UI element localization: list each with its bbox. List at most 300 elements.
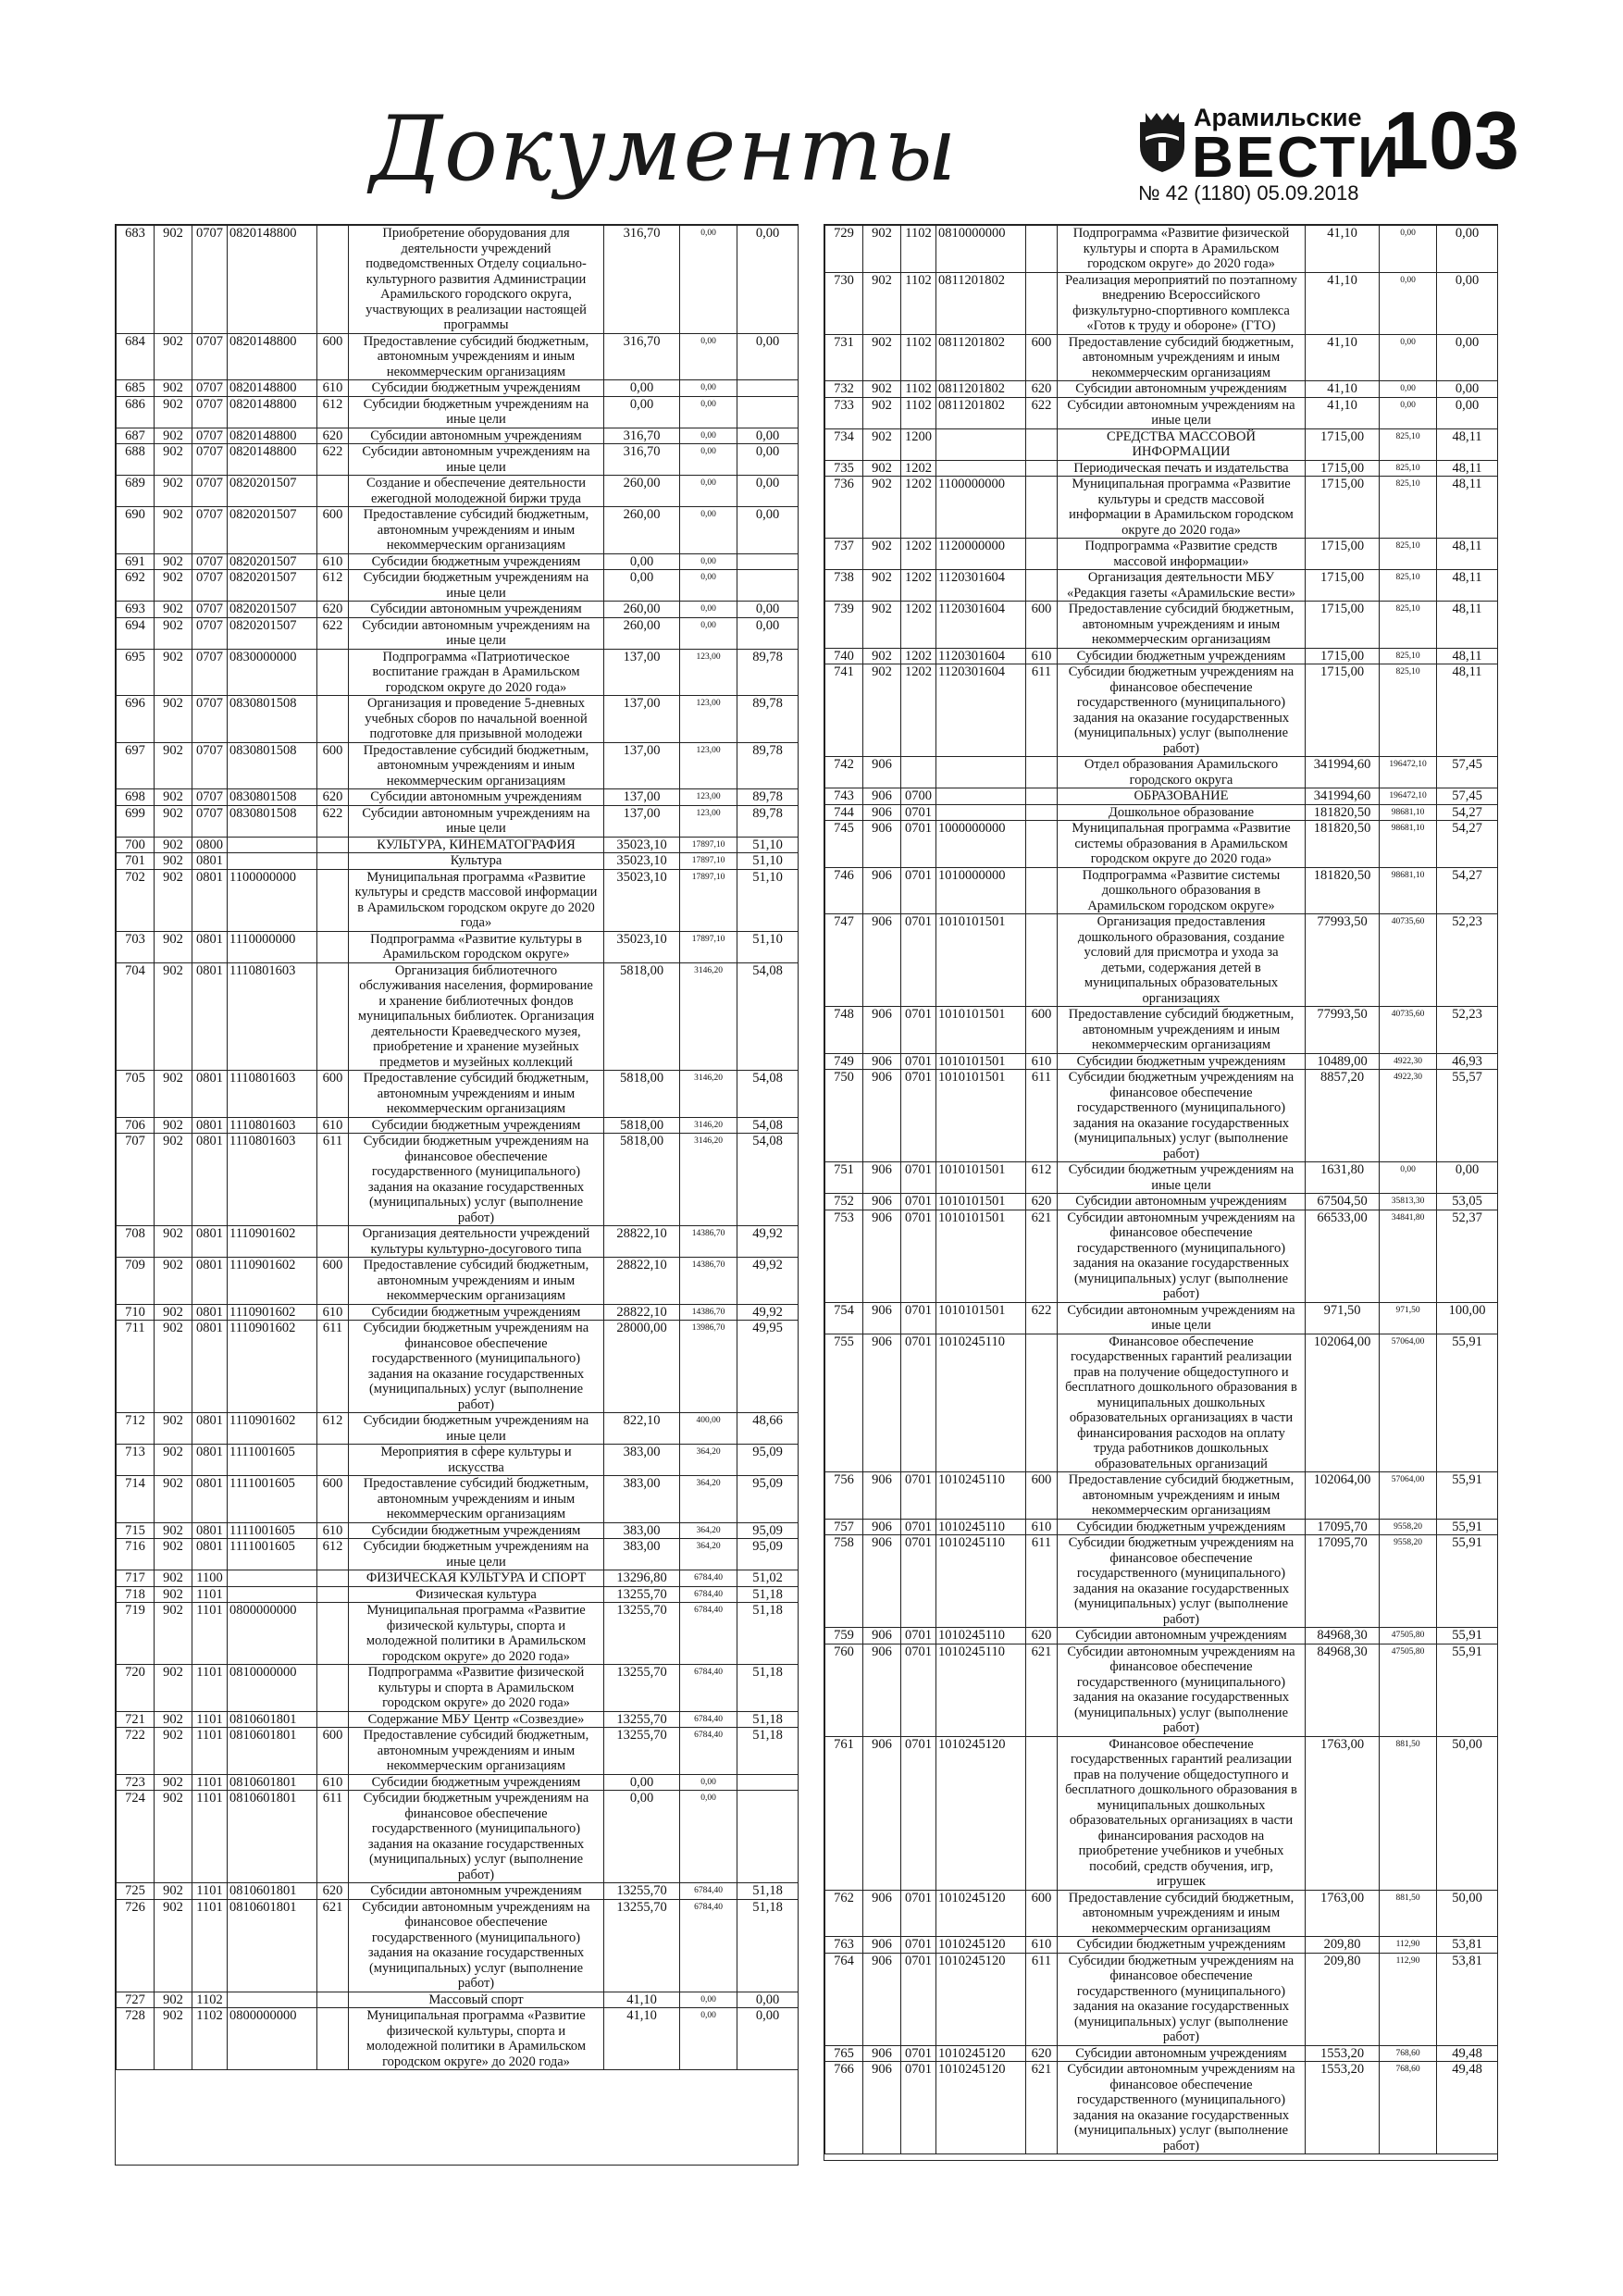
table-row: [825, 1053, 1498, 1070]
expense-code: [1026, 1736, 1058, 1890]
table-row: [117, 476, 799, 507]
executed-amount: 0,00: [680, 1774, 737, 1791]
plan-amount: 13255,70: [604, 1883, 680, 1900]
plan-amount: 209,80: [1306, 1937, 1380, 1954]
executed-amount: 0,00: [680, 570, 737, 602]
row-number: 757: [825, 1519, 863, 1535]
plan-amount: 13255,70: [604, 1665, 680, 1712]
target-code: 1010000000: [936, 867, 1026, 914]
description: Субсидии бюджетным учреждениям на финансовое обеспечение государственного (муниципального) задания на оказание государственных (муниципальных) услуг (выполнение работ): [349, 1134, 604, 1226]
admin-code: 902: [155, 1603, 192, 1665]
admin-code: 906: [863, 1007, 901, 1054]
row-number: 723: [117, 1774, 155, 1791]
target-code: 0830000000: [228, 649, 317, 696]
row-number: 742: [825, 757, 863, 788]
section-code: 1102: [901, 226, 936, 273]
expense-code: 600: [1026, 1890, 1058, 1937]
admin-code: 906: [863, 914, 901, 1007]
executed-amount: 6784,40: [680, 1570, 737, 1587]
percent: 0,00: [737, 507, 799, 554]
expense-code: 610: [317, 1522, 349, 1539]
target-code: 0810000000: [228, 1665, 317, 1712]
admin-code: 902: [155, 931, 192, 962]
admin-code: 906: [863, 821, 901, 868]
expense-code: [317, 853, 349, 870]
executed-amount: 196472,10: [1380, 757, 1437, 788]
section-code: 0801: [192, 853, 228, 870]
description: Предоставление субсидий бюджетным, автономным учреждениям и иным некоммерческим организациям: [1058, 1007, 1306, 1054]
table-row: [117, 1711, 799, 1728]
row-number: 684: [117, 333, 155, 380]
row-number: 745: [825, 821, 863, 868]
table-row: [117, 1071, 799, 1118]
expense-code: 612: [317, 570, 349, 602]
executed-amount: 6784,40: [680, 1665, 737, 1712]
admin-code: 906: [863, 2045, 901, 2062]
table-row: [825, 664, 1498, 757]
admin-code: 902: [155, 444, 192, 476]
description: Предоставление субсидий бюджетным, автономным учреждениям и иным некоммерческим организациям: [349, 1476, 604, 1523]
admin-code: 906: [863, 1472, 901, 1520]
percent: [737, 396, 799, 428]
executed-amount: 0,00: [680, 380, 737, 397]
section-code: 0701: [901, 1937, 936, 1954]
percent: 0,00: [1437, 226, 1498, 273]
row-number: 729: [825, 226, 863, 273]
city-crest-icon: [1136, 109, 1188, 174]
expense-code: 611: [1026, 1953, 1058, 2045]
expense-code: 621: [317, 1899, 349, 1992]
expense-code: 600: [1026, 1007, 1058, 1054]
admin-code: 902: [155, 428, 192, 444]
plan-amount: 209,80: [1306, 1953, 1380, 2045]
section-code: 1102: [901, 397, 936, 428]
row-number: 733: [825, 397, 863, 428]
target-code: [228, 1586, 317, 1603]
section-code: 0801: [192, 1445, 228, 1476]
executed-amount: 123,00: [680, 649, 737, 696]
table-row: [117, 1445, 799, 1476]
expense-code: 620: [317, 789, 349, 806]
executed-amount: 17897,10: [680, 869, 737, 931]
admin-code: 906: [863, 757, 901, 788]
table-row: [117, 1791, 799, 1883]
row-number: 710: [117, 1304, 155, 1321]
admin-code: 906: [863, 1210, 901, 1302]
section-code: 1101: [192, 1728, 228, 1775]
admin-code: 902: [155, 1134, 192, 1226]
table-row: [825, 788, 1498, 805]
plan-amount: 137,00: [604, 805, 680, 837]
admin-code: 902: [155, 1586, 192, 1603]
description: Мероприятия в сфере культуры и искусства: [349, 1445, 604, 1476]
row-number: 717: [117, 1570, 155, 1587]
percent: 54,27: [1437, 821, 1498, 868]
percent: 48,11: [1437, 648, 1498, 664]
percent: 51,18: [737, 1603, 799, 1665]
section-code: 0801: [192, 1304, 228, 1321]
section-code: 0801: [192, 869, 228, 931]
admin-code: 902: [155, 1476, 192, 1523]
executed-amount: 6784,40: [680, 1883, 737, 1900]
section-code: 0701: [901, 1162, 936, 1194]
executed-amount: 364,20: [680, 1522, 737, 1539]
description: Предоставление субсидий бюджетным, автономным учреждениям и иным некоммерческим организациям: [1058, 602, 1306, 649]
expense-code: [1026, 539, 1058, 570]
section-code: 1202: [901, 570, 936, 602]
row-number: 685: [117, 380, 155, 397]
target-code: 1010245120: [936, 2062, 1026, 2154]
percent: 0,00: [1437, 1162, 1498, 1194]
plan-amount: 0,00: [604, 1791, 680, 1883]
plan-amount: 1715,00: [1306, 460, 1380, 477]
row-number: 719: [117, 1603, 155, 1665]
expense-code: 600: [317, 1476, 349, 1523]
description: Культура: [349, 853, 604, 870]
executed-amount: 0,00: [1380, 397, 1437, 428]
plan-amount: 1553,20: [1306, 2045, 1380, 2062]
executed-amount: 0,00: [680, 333, 737, 380]
plan-amount: 0,00: [604, 380, 680, 397]
percent: 54,08: [737, 1071, 799, 1118]
expense-code: 620: [1026, 381, 1058, 398]
executed-amount: 0,00: [1380, 334, 1437, 381]
row-number: 698: [117, 789, 155, 806]
percent: 49,92: [737, 1258, 799, 1305]
description: Субсидии автономным учреждениям: [349, 602, 604, 618]
section-code: 0701: [901, 1334, 936, 1472]
percent: 51,02: [737, 1570, 799, 1587]
executed-amount: 0,00: [1380, 272, 1437, 334]
executed-amount: 9558,20: [1380, 1535, 1437, 1628]
executed-amount: 0,00: [680, 226, 737, 334]
row-number: 725: [117, 1883, 155, 1900]
expense-code: [317, 649, 349, 696]
target-code: [228, 837, 317, 853]
expense-code: 610: [317, 1117, 349, 1134]
target-code: 1111001605: [228, 1445, 317, 1476]
plan-amount: 1715,00: [1306, 428, 1380, 460]
admin-code: 902: [155, 1728, 192, 1775]
row-number: 763: [825, 1937, 863, 1954]
target-code: 1120301604: [936, 664, 1026, 757]
table-row: [825, 477, 1498, 539]
row-number: 691: [117, 553, 155, 570]
expense-code: [1026, 788, 1058, 805]
percent: 52,23: [1437, 914, 1498, 1007]
row-number: 727: [117, 1992, 155, 2008]
executed-amount: 0,00: [1380, 381, 1437, 398]
executed-amount: 881,50: [1380, 1890, 1437, 1937]
description: Предоставление субсидий бюджетным, автономным учреждениям и иным некоммерческим организациям: [349, 1071, 604, 1118]
table-row: [117, 380, 799, 397]
executed-amount: 112,90: [1380, 1953, 1437, 2045]
target-code: 1010245120: [936, 2045, 1026, 2062]
description: Субсидии бюджетным учреждениям на финансовое обеспечение государственного (муниципального) задания на оказание государственных (муниципальных) услуг (выполнение работ): [1058, 1070, 1306, 1162]
percent: 89,78: [737, 742, 799, 789]
expense-code: 612: [1026, 1162, 1058, 1194]
percent: 95,09: [737, 1522, 799, 1539]
table-row: [825, 1736, 1498, 1890]
expense-code: [317, 1711, 349, 1728]
plan-amount: 260,00: [604, 476, 680, 507]
percent: 48,11: [1437, 570, 1498, 602]
admin-code: 902: [155, 789, 192, 806]
target-code: 1110901602: [228, 1226, 317, 1258]
percent: 49,95: [737, 1321, 799, 1413]
plan-amount: 41,10: [1306, 381, 1380, 398]
executed-amount: 0,00: [680, 396, 737, 428]
executed-amount: 123,00: [680, 789, 737, 806]
executed-amount: 0,00: [680, 1992, 737, 2008]
admin-code: 902: [155, 380, 192, 397]
table-row: [117, 553, 799, 570]
table-row: [825, 381, 1498, 398]
percent: 0,00: [737, 2008, 799, 2070]
executed-amount: 17897,10: [680, 853, 737, 870]
percent: 55,91: [1437, 1644, 1498, 1736]
expense-code: 621: [1026, 2062, 1058, 2154]
table-row: [117, 1883, 799, 1900]
plan-amount: 341994,60: [1306, 757, 1380, 788]
plan-amount: 1715,00: [1306, 648, 1380, 664]
section-code: 0707: [192, 789, 228, 806]
description: КУЛЬТУРА, КИНЕМАТОГРАФИЯ: [349, 837, 604, 853]
row-number: 762: [825, 1890, 863, 1937]
admin-code: 902: [155, 476, 192, 507]
section-code: 0701: [901, 1519, 936, 1535]
section-code: 0801: [192, 1539, 228, 1570]
target-code: 1010101501: [936, 1007, 1026, 1054]
expense-code: 610: [1026, 1053, 1058, 1070]
expense-code: 600: [317, 333, 349, 380]
expense-code: 600: [317, 1071, 349, 1118]
plan-amount: 1715,00: [1306, 664, 1380, 757]
section-code: 1102: [901, 381, 936, 398]
admin-code: 902: [155, 553, 192, 570]
table-row: [825, 397, 1498, 428]
plan-amount: 316,70: [604, 226, 680, 334]
admin-code: 906: [863, 788, 901, 805]
plan-amount: 10489,00: [1306, 1053, 1380, 1070]
section-code: 0801: [192, 1071, 228, 1118]
description: Муниципальная программа «Развитие культуры и средств массовой информации в Арамильском городском округе до 2020 года»: [349, 869, 604, 931]
percent: 48,11: [1437, 477, 1498, 539]
admin-code: 902: [863, 477, 901, 539]
plan-amount: 28822,10: [604, 1226, 680, 1258]
row-number: 736: [825, 477, 863, 539]
admin-code: 906: [863, 1194, 901, 1210]
description: Муниципальная программа «Развитие системы образования в Арамильском городском округе до 2020 года»: [1058, 821, 1306, 868]
row-number: 683: [117, 226, 155, 334]
table-row: [825, 539, 1498, 570]
plan-amount: 137,00: [604, 649, 680, 696]
plan-amount: 383,00: [604, 1476, 680, 1523]
percent: 0,00: [737, 428, 799, 444]
admin-code: 902: [863, 272, 901, 334]
expense-code: 600: [317, 1258, 349, 1305]
admin-code: 902: [155, 1258, 192, 1305]
section-code: 1202: [901, 602, 936, 649]
target-code: 1110801603: [228, 1117, 317, 1134]
description: Субсидии автономным учреждениям на иные цели: [1058, 397, 1306, 428]
admin-code: 902: [863, 428, 901, 460]
plan-amount: 13255,70: [604, 1728, 680, 1775]
table-row: [117, 1304, 799, 1321]
percent: 95,09: [737, 1476, 799, 1523]
admin-code: 906: [863, 1535, 901, 1628]
target-code: 0820201507: [228, 570, 317, 602]
admin-code: 902: [155, 1522, 192, 1539]
percent: 54,27: [1437, 804, 1498, 821]
section-code: 0701: [901, 1302, 936, 1334]
row-number: 758: [825, 1535, 863, 1628]
page-number: 103: [1383, 94, 1519, 186]
description: Субсидии бюджетным учреждениям на иные цели: [349, 570, 604, 602]
plan-amount: 5818,00: [604, 1071, 680, 1118]
percent: 52,37: [1437, 1210, 1498, 1302]
plan-amount: 137,00: [604, 696, 680, 743]
expense-code: [1026, 226, 1058, 273]
expense-code: [317, 1992, 349, 2008]
row-number: 701: [117, 853, 155, 870]
target-code: [936, 428, 1026, 460]
percent: 48,11: [1437, 539, 1498, 570]
expense-code: 611: [1026, 664, 1058, 757]
plan-amount: 1715,00: [1306, 539, 1380, 570]
executed-amount: 123,00: [680, 696, 737, 743]
executed-amount: 0,00: [1380, 226, 1437, 273]
percent: 48,66: [737, 1413, 799, 1445]
section-code: 0801: [192, 1476, 228, 1523]
target-code: 1010101501: [936, 1194, 1026, 1210]
table-row: [825, 2062, 1498, 2154]
section-code: 0701: [901, 821, 936, 868]
executed-amount: 364,20: [680, 1445, 737, 1476]
percent: 54,27: [1437, 867, 1498, 914]
expense-code: 622: [317, 617, 349, 649]
executed-amount: 825,10: [1380, 477, 1437, 539]
section-code: 1202: [901, 460, 936, 477]
description: Субсидии бюджетным учреждениям: [349, 1117, 604, 1134]
table-row: [117, 507, 799, 554]
percent: 89,78: [737, 789, 799, 806]
expense-code: 620: [1026, 1628, 1058, 1644]
section-code: 0701: [901, 1890, 936, 1937]
table-row: [117, 226, 799, 334]
plan-amount: 181820,50: [1306, 804, 1380, 821]
executed-amount: 57064,00: [1380, 1472, 1437, 1520]
target-code: 1000000000: [936, 821, 1026, 868]
row-number: 760: [825, 1644, 863, 1736]
executed-amount: 825,10: [1380, 539, 1437, 570]
target-code: 0810000000: [936, 226, 1026, 273]
expense-code: [1026, 757, 1058, 788]
expense-code: 600: [317, 507, 349, 554]
percent: 51,18: [737, 1586, 799, 1603]
percent: 53,81: [1437, 1953, 1498, 2045]
table-row: [825, 602, 1498, 649]
plan-amount: 67504,50: [1306, 1194, 1380, 1210]
target-code: 1120000000: [936, 539, 1026, 570]
percent: 51,18: [737, 1711, 799, 1728]
admin-code: 902: [155, 1899, 192, 1992]
description: Субсидии автономным учреждениям: [1058, 381, 1306, 398]
row-number: 718: [117, 1586, 155, 1603]
table-row: [825, 1210, 1498, 1302]
section-code: 0701: [901, 1535, 936, 1628]
admin-code: 902: [155, 507, 192, 554]
executed-amount: 17897,10: [680, 931, 737, 962]
executed-amount: 825,10: [1380, 664, 1437, 757]
row-number: 735: [825, 460, 863, 477]
expense-code: 610: [1026, 1519, 1058, 1535]
section-code: 1102: [901, 272, 936, 334]
section-code: 0701: [901, 1736, 936, 1890]
section-code: 0707: [192, 696, 228, 743]
description: Муниципальная программа «Развитие физической культуры, спорта и молодежной политики в Арамильском городском округе» до 2020 года»: [349, 1603, 604, 1665]
percent: 0,00: [1437, 381, 1498, 398]
section-code: 1101: [192, 1711, 228, 1728]
admin-code: 902: [155, 1304, 192, 1321]
executed-amount: 98681,10: [1380, 867, 1437, 914]
table-row: [117, 1258, 799, 1305]
plan-amount: 5818,00: [604, 1117, 680, 1134]
description: Предоставление субсидий бюджетным, автономным учреждениям и иным некоммерческим организациям: [349, 333, 604, 380]
executed-amount: 6784,40: [680, 1586, 737, 1603]
target-code: [228, 1992, 317, 2008]
plan-amount: 41,10: [1306, 397, 1380, 428]
percent: 0,00: [737, 617, 799, 649]
row-number: 759: [825, 1628, 863, 1644]
table-row: [117, 869, 799, 931]
plan-amount: 260,00: [604, 617, 680, 649]
expense-code: 620: [1026, 1194, 1058, 1210]
description: Реализация мероприятий по поэтапному внедрению Всероссийского физкультурно-спортивного комплекса «Готов к труду и обороне» (ГТО): [1058, 272, 1306, 334]
admin-code: 902: [155, 1570, 192, 1587]
table-row: [117, 1321, 799, 1413]
row-number: 747: [825, 914, 863, 1007]
admin-code: 906: [863, 1937, 901, 1954]
table-row: [117, 1539, 799, 1570]
percent: 0,00: [1437, 334, 1498, 381]
table-row: [825, 1334, 1498, 1472]
row-number: 715: [117, 1522, 155, 1539]
section-code: 0707: [192, 444, 228, 476]
row-number: 720: [117, 1665, 155, 1712]
description: Отдел образования Арамильского городского округа: [1058, 757, 1306, 788]
description: Субсидии автономным учреждениям: [349, 1883, 604, 1900]
target-code: [228, 853, 317, 870]
table-row: [825, 914, 1498, 1007]
executed-amount: 768,60: [1380, 2062, 1437, 2154]
plan-amount: 1715,00: [1306, 602, 1380, 649]
target-code: 1100000000: [936, 477, 1026, 539]
target-code: 0820148800: [228, 333, 317, 380]
executed-amount: 0,00: [680, 553, 737, 570]
admin-code: 902: [155, 837, 192, 853]
target-code: 0830801508: [228, 696, 317, 743]
row-number: 706: [117, 1117, 155, 1134]
percent: [737, 1791, 799, 1883]
percent: 49,92: [737, 1226, 799, 1258]
expense-code: [1026, 804, 1058, 821]
section-code: 0700: [901, 788, 936, 805]
description: Субсидии бюджетным учреждениям на иные цели: [349, 1413, 604, 1445]
percent: 49,48: [1437, 2045, 1498, 2062]
description: Предоставление субсидий бюджетным, автономным учреждениям и иным некоммерческим организациям: [349, 507, 604, 554]
percent: 0,00: [737, 1992, 799, 2008]
